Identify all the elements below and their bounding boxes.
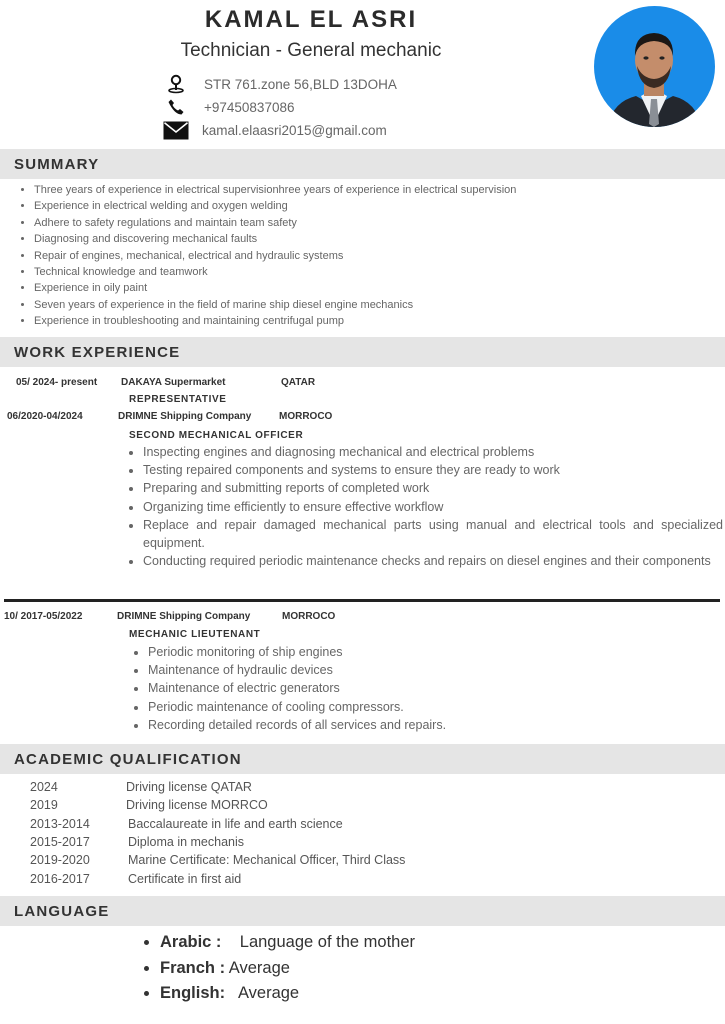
- summary-item: • Seven years of experience in the field of marine ship diesel engine mechanics: [34, 297, 724, 313]
- language-item: [160, 981, 415, 1007]
- academic-row: [30, 780, 252, 794]
- language-level: Language of the mother: [239, 933, 415, 951]
- summary-item: • Repair of engines, mechanical, electrical and hydraulic systems: [34, 248, 724, 264]
- duty-item: • Periodic monitoring of ship engines: [148, 643, 708, 661]
- academic-year: 2019-2020: [30, 853, 90, 867]
- academic-row: [30, 872, 241, 886]
- summary-heading: SUMMARY: [14, 156, 100, 173]
- language-name: Arabic :: [160, 933, 222, 951]
- map-pin-icon: [162, 74, 190, 94]
- language-level: Average: [228, 958, 290, 977]
- summary-item: • Diagnosing and discovering mechanical faults: [34, 231, 724, 247]
- academic-row: [30, 853, 405, 867]
- academic-year: 2019: [30, 798, 58, 812]
- phone-line: [162, 97, 294, 117]
- phone-text: +97450837086: [204, 99, 295, 115]
- summary-item: • Experience in electrical welding and oxygen welding: [34, 198, 724, 214]
- job-duties-list: [129, 443, 723, 570]
- academic-year: 2024: [30, 780, 58, 794]
- language-item: [160, 930, 415, 956]
- job-date: 06/2020-04/2024: [7, 411, 83, 422]
- language-item: [160, 956, 415, 982]
- job-country: MORROCO: [282, 611, 336, 622]
- academic-year: 2013-2014: [30, 817, 90, 831]
- work-section-bar: [0, 337, 725, 367]
- language-name: English:: [160, 984, 226, 1002]
- summary-item: • Technical knowledge and teamwork: [34, 264, 724, 280]
- job-date: 10/ 2017-05/2022: [4, 611, 83, 622]
- duty-item: • Preparing and submitting reports of completed work: [143, 479, 723, 497]
- summary-item: • Experience in troubleshooting and maintaining centrifugal pump: [34, 313, 724, 329]
- envelope-icon: [162, 120, 190, 140]
- language-heading: LANGUAGE: [14, 903, 110, 920]
- job-country: MORROCO: [279, 411, 333, 422]
- language-name: Franch :: [160, 958, 226, 977]
- job-date: 05/ 2024- present: [16, 377, 98, 388]
- work-heading: WORK EXPERIENCE: [14, 344, 181, 361]
- email-line: [162, 120, 387, 140]
- academic-item: Certificate in first aid: [128, 872, 242, 886]
- duty-item: • Maintenance of hydraulic devices: [148, 661, 708, 679]
- duty-item: • Conducting required periodic maintenance checks and repairs on diesel engines and their components: [143, 552, 723, 570]
- email-text[interactable]: kamal.elaasri2015@gmail.com: [202, 122, 387, 138]
- job-country: QATAR: [281, 377, 316, 388]
- duty-item: • Testing repaired components and systems to ensure they are ready to work: [143, 461, 723, 479]
- job-title: REPRESENTATIVE: [129, 394, 227, 405]
- academic-item: Diploma in mechanis: [128, 835, 245, 849]
- address-text: STR 761.zone 56,BLD 13DOHA: [204, 76, 397, 92]
- academic-item: Baccalaureate in life and earth science: [128, 817, 343, 831]
- academic-year: 2016-2017: [30, 872, 90, 886]
- duty-item: • Inspecting engines and diagnosing mechanical and electrical problems: [143, 443, 723, 461]
- section-divider: [4, 599, 720, 602]
- academic-item: Driving license MORRCO: [126, 798, 268, 812]
- academic-row: [30, 835, 244, 849]
- language-section-bar: [0, 896, 725, 926]
- duty-item: • Replace and repair damaged mechanical parts using manual and electrical tools and specialized equipment.: [143, 516, 723, 552]
- summary-section-bar: [0, 149, 725, 179]
- job-company: DRIMNE Shipping Company: [118, 411, 252, 422]
- academic-year: 2015-2017: [30, 835, 90, 849]
- job-company: DAKAYA Supermarket: [121, 377, 226, 388]
- candidate-name: KAMAL EL ASRI: [204, 6, 418, 33]
- summary-item: • Experience in oily paint: [34, 280, 724, 296]
- academic-row: [30, 817, 343, 831]
- address-line: [162, 74, 397, 94]
- job-role: Technician - General mechanic: [180, 40, 442, 61]
- duty-item: • Maintenance of electric generators: [148, 679, 708, 697]
- academic-row: [30, 798, 268, 812]
- job-company: DRIMNE Shipping Company: [117, 611, 251, 622]
- language-list: [142, 930, 415, 1007]
- job-duties-list: [134, 643, 708, 734]
- academic-item: Marine Certificate: Mechanical Officer, Third Class: [128, 853, 406, 867]
- profile-photo: [594, 6, 715, 127]
- summary-item: • Three years of experience in electrical supervisionhree years of experience in electrical supervision: [34, 182, 724, 198]
- job-title: SECOND MECHANICAL OFFICER: [129, 430, 304, 441]
- academic-section-bar: [0, 744, 725, 774]
- academic-item: Driving license QATAR: [126, 780, 252, 794]
- academic-heading: ACADEMIC QUALIFICATION: [14, 751, 242, 768]
- duty-item: • Periodic maintenance of cooling compressors.: [148, 698, 708, 716]
- summary-list: [20, 182, 724, 330]
- job-title: MECHANIC LIEUTENANT: [129, 629, 261, 640]
- duty-item: • Organizing time efficiently to ensure effective workflow: [143, 498, 723, 516]
- duty-item: • Recording detailed records of all services and repairs.: [148, 716, 708, 734]
- language-level: Average: [237, 984, 300, 1002]
- summary-item: • Adhere to safety regulations and maintain team safety: [34, 215, 724, 231]
- phone-icon: [162, 97, 190, 117]
